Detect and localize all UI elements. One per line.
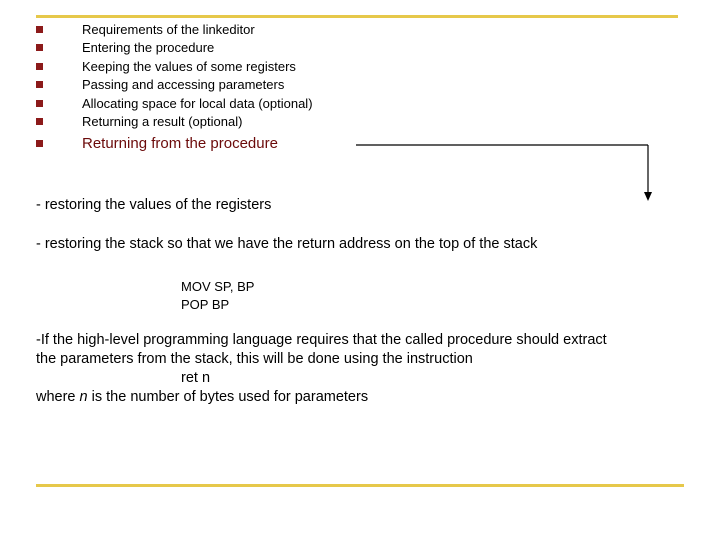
square-bullet-icon xyxy=(36,26,43,33)
para-highlevel-line4: where n is the number of bytes used for parameters xyxy=(36,389,369,405)
square-bullet-icon xyxy=(36,118,43,125)
bullet-item: Entering the procedure xyxy=(36,39,313,58)
top-rule xyxy=(36,15,678,18)
bottom-rule xyxy=(36,484,684,487)
square-bullet-icon xyxy=(36,44,43,51)
para-highlevel-line2: the parameters from the stack, this will be done using the instruction xyxy=(36,351,473,367)
square-bullet-icon xyxy=(36,140,43,147)
bullet-item-main xyxy=(36,131,313,155)
bullet-item: Allocating space for local data (optional) xyxy=(36,94,313,113)
square-bullet-icon xyxy=(36,100,43,107)
bullet-item: Passing and accessing parameters xyxy=(36,76,313,95)
main-bullet-text: Returning from the procedure xyxy=(82,134,278,152)
code-line: MOV SP, BP xyxy=(181,279,255,294)
square-bullet-icon xyxy=(36,81,43,88)
code-line: POP BP xyxy=(181,297,230,312)
bullet-item: Requirements of the linkeditor xyxy=(36,20,313,39)
arrow-down-icon xyxy=(644,192,652,201)
para-restore-stack: - restoring the stack so that we have the return address on the top of the stack xyxy=(36,236,538,252)
bullet-item: Returning a result (optional) xyxy=(36,113,313,132)
instruction-ret-n: ret n xyxy=(181,370,211,386)
para-highlevel-line1: -If the high-level programming language requires that the called procedure should extract xyxy=(36,332,607,348)
para-restore-registers: - restoring the values of the registers xyxy=(36,197,272,213)
square-bullet-icon xyxy=(36,63,43,70)
bullet-list xyxy=(36,20,313,155)
bullet-item: Keeping the values of some registers xyxy=(36,57,313,76)
